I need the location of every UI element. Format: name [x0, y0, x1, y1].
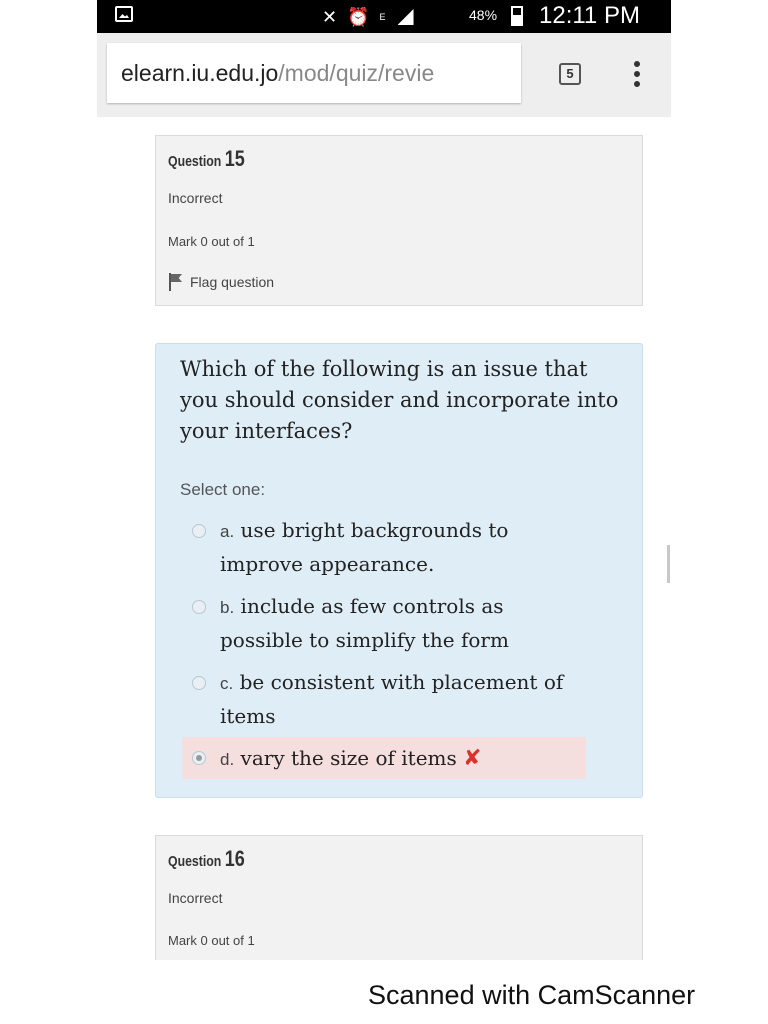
answer-letter: b.: [220, 598, 235, 617]
answer-text: vary the size of items: [240, 746, 457, 770]
answer-option-d[interactable]: [182, 737, 586, 779]
mute-icon: ✕: [322, 7, 338, 27]
overflow-menu-icon[interactable]: [633, 61, 641, 89]
phone-screen: [97, 0, 671, 960]
select-one-label: Select one:: [180, 480, 266, 499]
radio-button-selected[interactable]: [192, 751, 206, 765]
url-path: /mod/quiz/revie: [278, 60, 435, 86]
question-15-info: [155, 135, 643, 306]
question-number: 15: [224, 146, 245, 171]
url-domain: elearn.iu.edu.jo: [121, 60, 279, 86]
question-word: Question: [168, 153, 222, 170]
question-state: Incorrect: [168, 890, 223, 906]
answer-letter: c.: [220, 674, 234, 693]
question-label: [168, 146, 245, 172]
flag-question-link[interactable]: [168, 273, 274, 291]
incorrect-x-icon: ✘: [463, 746, 482, 771]
question-word: Question: [168, 853, 222, 870]
question-text: Which of the following is an issue that you should consider and incorporate into your interfaces?: [180, 357, 619, 443]
question-content: [155, 343, 643, 798]
status-icons: [322, 5, 414, 29]
gallery-notification-icon: [115, 6, 133, 22]
question-mark: Mark 0 out of 1: [168, 933, 255, 948]
clock: 12:11 PM: [539, 2, 640, 29]
question-mark: Mark 0 out of 1: [168, 234, 255, 249]
url-field[interactable]: [107, 43, 521, 103]
answer-letter: a.: [220, 522, 235, 541]
battery-icon: [511, 6, 523, 26]
status-bar: [97, 0, 671, 33]
signal-icon: [396, 9, 414, 25]
question-number: 16: [224, 846, 245, 871]
answer-letter: d.: [220, 750, 235, 769]
alarm-icon: ⏰: [347, 7, 370, 27]
question-state: Incorrect: [168, 190, 223, 206]
battery-percent: 48%: [469, 7, 498, 23]
question-label: [168, 846, 245, 872]
scanner-watermark: Scanned with CamScanner: [368, 980, 696, 1010]
browser-toolbar: [97, 33, 671, 117]
radio-button[interactable]: [192, 600, 206, 614]
answer-text: be consistent with placement of items: [220, 670, 564, 728]
question-16-info: [155, 835, 643, 960]
radio-button[interactable]: [192, 676, 206, 690]
flag-icon: [168, 273, 182, 291]
answer-text: include as few controls as possible to simplify the form: [220, 594, 509, 652]
radio-button[interactable]: [192, 524, 206, 538]
scrollbar-thumb[interactable]: [667, 545, 670, 583]
answer-text: use bright backgrounds to improve appearance.: [220, 518, 509, 576]
flag-question-label: Flag question: [190, 274, 275, 290]
tab-switcher-button[interactable]: 5: [559, 63, 581, 85]
network-type-badge: E: [379, 11, 386, 22]
